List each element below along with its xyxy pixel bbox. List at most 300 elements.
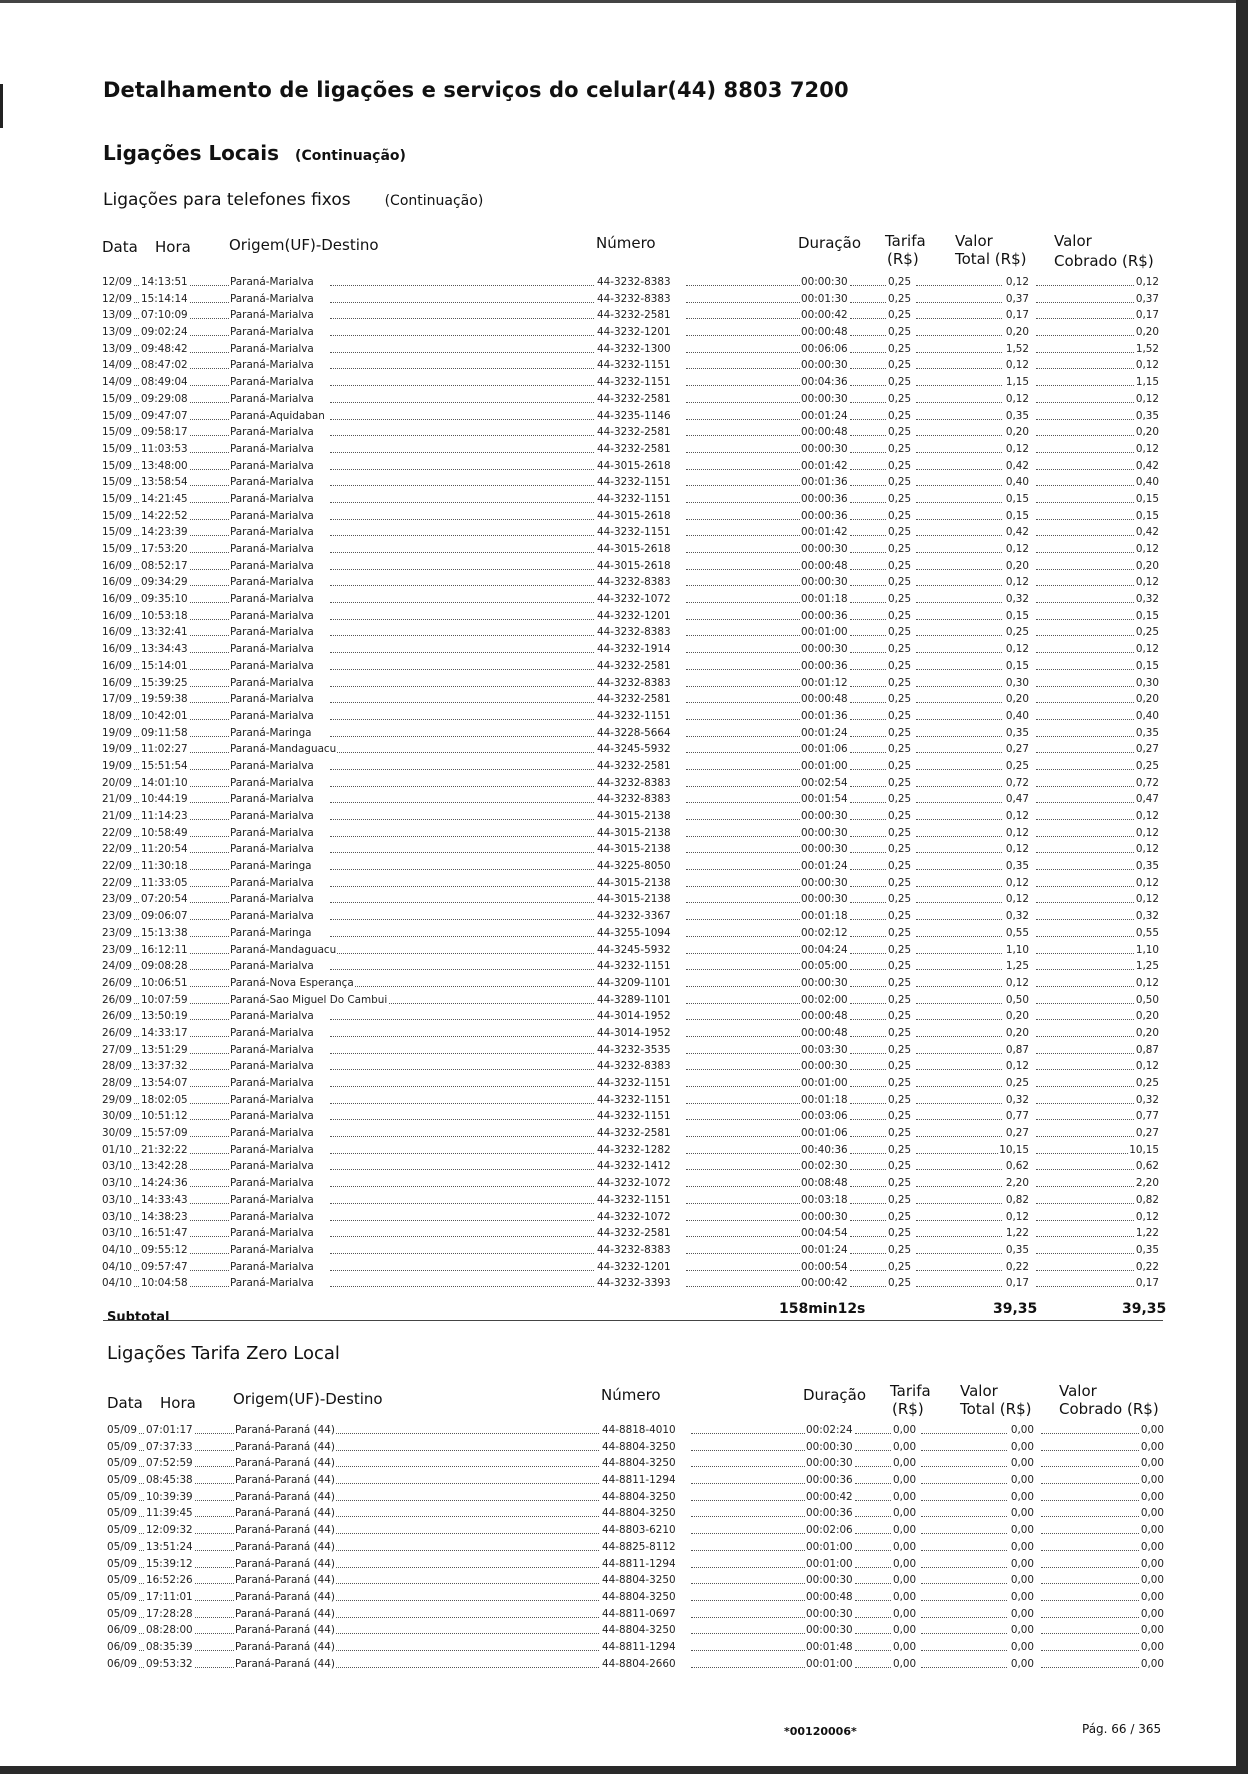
- cell-time: 09:34:29: [140, 574, 189, 591]
- dotted-leader: [686, 585, 800, 586]
- cell-cobrado: 0,00: [1140, 1589, 1165, 1606]
- cell-duration: 00:01:42: [800, 524, 849, 541]
- cell-date: 16/09: [101, 574, 133, 591]
- cell-cobrado: 0,17: [1135, 1275, 1160, 1292]
- dotted-leader: [330, 1203, 594, 1204]
- dotted-leader: [686, 736, 800, 737]
- cell-tarifa: 0,25: [887, 341, 912, 358]
- dotted-leader: [189, 1516, 234, 1517]
- cell-cobrado: 0,35: [1135, 408, 1160, 425]
- dotted-leader: [1036, 352, 1150, 353]
- dotted-leader: [916, 686, 1002, 687]
- dotted-leader: [686, 552, 800, 553]
- cell-number: 44-3015-2138: [596, 875, 672, 892]
- dotted-leader: [1036, 852, 1150, 853]
- dotted-leader: [686, 869, 800, 870]
- cell-tarifa: 0,25: [887, 1158, 912, 1175]
- table-row: [0, 975, 1248, 992]
- cell-number: 44-3015-2138: [596, 825, 672, 842]
- cell-time: 10:04:58: [140, 1275, 189, 1292]
- dotted-leader: [686, 1069, 800, 1070]
- dotted-leader: [330, 335, 594, 336]
- cell-duration: 00:00:30: [800, 441, 849, 458]
- cell-tarifa: 0,25: [887, 574, 912, 591]
- cell-time: 08:28:00: [145, 1622, 194, 1639]
- dotted-leader: [184, 585, 229, 586]
- dotted-leader: [189, 1650, 234, 1651]
- cell-date: 30/09: [101, 1108, 133, 1125]
- dotted-leader: [189, 1466, 234, 1467]
- dotted-leader: [184, 1086, 229, 1087]
- cell-time: 09:08:28: [140, 958, 189, 975]
- cell-total: 0,27: [1005, 741, 1030, 758]
- cell-date: 05/09: [106, 1606, 138, 1623]
- cell-date: 03/10: [101, 1192, 133, 1209]
- dotted-leader: [1036, 669, 1150, 670]
- cell-number: 44-3225-8050: [596, 858, 672, 875]
- dotted-leader: [850, 1169, 886, 1170]
- cell-number: 44-3232-1151: [596, 491, 672, 508]
- cell-time: 11:30:18: [140, 858, 189, 875]
- cell-duration: 00:02:30: [800, 1158, 849, 1175]
- cell-origin: Paraná-Marialva: [229, 841, 315, 858]
- col2-header-cobrado-2: Cobrado (R$): [1059, 1400, 1159, 1418]
- cell-tarifa: 0,25: [887, 1175, 912, 1192]
- cell-duration: 00:00:30: [805, 1606, 854, 1623]
- cell-time: 18:02:05: [140, 1092, 189, 1109]
- dotted-leader: [686, 836, 800, 837]
- dotted-leader: [1036, 1053, 1150, 1054]
- dotted-leader: [686, 1253, 800, 1254]
- table-row: [0, 1192, 1248, 1209]
- page-number: Pág. 66 / 365: [1082, 1722, 1162, 1736]
- dotted-leader: [1036, 519, 1150, 520]
- table-row: [0, 758, 1248, 775]
- cell-time: 09:57:47: [140, 1259, 189, 1276]
- cell-origin: Paraná-Maringa: [229, 925, 313, 942]
- dotted-leader: [686, 852, 800, 853]
- dotted-leader: [855, 1583, 891, 1584]
- dotted-leader: [850, 736, 886, 737]
- cell-duration: 00:01:24: [800, 725, 849, 742]
- cell-date: 13/09: [101, 341, 133, 358]
- cell-cobrado: 0,35: [1135, 858, 1160, 875]
- dotted-leader: [686, 819, 800, 820]
- cell-origin: Paraná-Marialva: [229, 1209, 315, 1226]
- table-row: [0, 1639, 1248, 1656]
- cell-time: 16:52:26: [145, 1572, 194, 1589]
- cell-total: 0,12: [1005, 541, 1030, 558]
- col-header-tarifa: Tarifa: [885, 232, 926, 250]
- cell-date: 05/09: [106, 1589, 138, 1606]
- dotted-leader: [1036, 719, 1150, 720]
- cell-date: 13/09: [101, 307, 133, 324]
- cell-date: 15/09: [101, 491, 133, 508]
- dotted-leader: [184, 652, 229, 653]
- cell-duration: 00:04:36: [800, 374, 849, 391]
- cell-total: 0,42: [1005, 524, 1030, 541]
- cell-date: 05/09: [106, 1556, 138, 1573]
- dotted-leader: [850, 719, 886, 720]
- cell-number: 44-3232-8383: [596, 675, 672, 692]
- cell-number: 44-8804-3250: [601, 1589, 677, 1606]
- cell-duration: 00:01:18: [800, 591, 849, 608]
- cell-tarifa: 0,00: [892, 1522, 917, 1539]
- dotted-leader: [850, 602, 886, 603]
- cell-total: 0,22: [1005, 1259, 1030, 1276]
- subtotal-cobrado: 39,35: [1122, 1301, 1167, 1317]
- cell-total: 0,35: [1005, 858, 1030, 875]
- cell-cobrado: 0,77: [1135, 1108, 1160, 1125]
- cell-time: 15:14:01: [140, 658, 189, 675]
- cell-time: 07:20:54: [140, 891, 189, 908]
- cell-total: 0,55: [1005, 925, 1030, 942]
- cell-date: 29/09: [101, 1092, 133, 1109]
- cell-cobrado: 0,25: [1135, 758, 1160, 775]
- cell-number: 44-8811-1294: [601, 1472, 677, 1489]
- cell-cobrado: 0,00: [1140, 1639, 1165, 1656]
- dotted-leader: [330, 1086, 594, 1087]
- cell-cobrado: 0,12: [1135, 391, 1160, 408]
- cell-date: 05/09: [106, 1472, 138, 1489]
- cell-cobrado: 10,15: [1128, 1142, 1160, 1159]
- dotted-leader: [686, 1103, 800, 1104]
- cell-origin: Paraná-Maringa: [229, 858, 313, 875]
- dotted-leader: [330, 869, 594, 870]
- cell-cobrado: 0,22: [1135, 1259, 1160, 1276]
- dotted-leader: [686, 1186, 800, 1187]
- cell-tarifa: 0,25: [887, 808, 912, 825]
- dotted-leader: [1036, 552, 1150, 553]
- cell-origin: Paraná-Marialva: [229, 775, 315, 792]
- table-row: [0, 558, 1248, 575]
- dotted-leader: [330, 953, 594, 954]
- table-row: [0, 891, 1248, 908]
- dotted-leader: [855, 1667, 891, 1668]
- dotted-leader: [184, 1270, 229, 1271]
- cell-date: 16/09: [101, 658, 133, 675]
- dotted-leader: [1041, 1483, 1155, 1484]
- cell-tarifa: 0,25: [887, 958, 912, 975]
- dotted-leader: [184, 1253, 229, 1254]
- cell-date: 15/09: [101, 441, 133, 458]
- cell-time: 10:44:19: [140, 791, 189, 808]
- dotted-leader: [855, 1516, 891, 1517]
- table-row: [0, 1422, 1248, 1439]
- dotted-leader: [1036, 1069, 1150, 1070]
- cell-total: 0,00: [1010, 1455, 1035, 1472]
- dotted-leader: [850, 585, 886, 586]
- cell-duration: 00:00:36: [805, 1472, 854, 1489]
- cell-time: 11:20:54: [140, 841, 189, 858]
- cell-time: 13:34:43: [140, 641, 189, 658]
- cell-duration: 00:01:24: [800, 858, 849, 875]
- dotted-leader: [1036, 1136, 1150, 1137]
- cell-total: 0,77: [1005, 1108, 1030, 1125]
- cell-number: 44-3232-1151: [596, 958, 672, 975]
- cell-time: 17:11:01: [145, 1589, 194, 1606]
- cell-total: 0,12: [1005, 875, 1030, 892]
- dotted-leader: [850, 469, 886, 470]
- cell-cobrado: 0,40: [1135, 708, 1160, 725]
- cell-number: 44-3232-2581: [596, 424, 672, 441]
- dotted-leader: [916, 285, 1002, 286]
- dotted-leader: [855, 1617, 891, 1618]
- dotted-leader: [184, 752, 229, 753]
- dotted-leader: [850, 969, 886, 970]
- cell-tarifa: 0,25: [887, 925, 912, 942]
- dotted-leader: [184, 502, 229, 503]
- cell-time: 13:32:41: [140, 624, 189, 641]
- dotted-leader: [916, 886, 1002, 887]
- dotted-leader: [330, 452, 594, 453]
- dotted-leader: [335, 1583, 599, 1584]
- dotted-leader: [184, 285, 229, 286]
- cell-number: 44-3232-1201: [596, 324, 672, 341]
- cell-tarifa: 0,00: [892, 1606, 917, 1623]
- dotted-leader: [916, 1186, 1002, 1187]
- dotted-leader: [850, 836, 886, 837]
- dotted-leader: [686, 902, 800, 903]
- dotted-leader: [1036, 1270, 1150, 1271]
- cell-duration: 00:01:36: [800, 708, 849, 725]
- table-row: [0, 1539, 1248, 1556]
- cell-cobrado: 0,12: [1135, 441, 1160, 458]
- dotted-leader: [916, 669, 1002, 670]
- dotted-leader: [1036, 886, 1150, 887]
- dotted-leader: [850, 485, 886, 486]
- dotted-leader: [330, 1053, 594, 1054]
- dotted-leader: [686, 1053, 800, 1054]
- cell-time: 09:53:32: [145, 1656, 194, 1673]
- cell-tarifa: 0,25: [887, 741, 912, 758]
- dotted-leader: [850, 802, 886, 803]
- cell-tarifa: 0,25: [887, 1142, 912, 1159]
- cell-total: 0,62: [1005, 1158, 1030, 1175]
- cell-cobrado: 1,25: [1135, 958, 1160, 975]
- dotted-leader: [184, 1186, 229, 1187]
- col2-header-number: Número: [601, 1386, 661, 1404]
- cell-duration: 00:00:30: [800, 825, 849, 842]
- dotted-leader: [335, 1650, 599, 1651]
- cell-origin: Paraná-Marialva: [229, 1008, 315, 1025]
- cell-date: 19/09: [101, 741, 133, 758]
- cell-total: 0,00: [1010, 1622, 1035, 1639]
- cell-origin: Paraná-Paraná (44): [234, 1606, 336, 1623]
- dotted-leader: [1041, 1550, 1155, 1551]
- cell-origin: Paraná-Marialva: [229, 391, 315, 408]
- cell-duration: 00:05:00: [800, 958, 849, 975]
- dotted-leader: [850, 1103, 886, 1104]
- dotted-leader: [850, 335, 886, 336]
- cell-total: 0,42: [1005, 458, 1030, 475]
- cell-origin: Paraná-Paraná (44): [234, 1639, 336, 1656]
- cell-number: 44-3014-1952: [596, 1025, 672, 1042]
- dotted-leader: [1041, 1516, 1155, 1517]
- dotted-leader: [184, 1119, 229, 1120]
- cell-number: 44-3014-1952: [596, 1008, 672, 1025]
- cell-cobrado: 0,12: [1135, 975, 1160, 992]
- cell-time: 14:21:45: [140, 491, 189, 508]
- cell-time: 15:14:14: [140, 291, 189, 308]
- dotted-leader: [330, 886, 594, 887]
- cell-tarifa: 0,25: [887, 1008, 912, 1025]
- dotted-leader: [686, 502, 800, 503]
- cell-duration: 00:01:00: [805, 1539, 854, 1556]
- table-row: [0, 875, 1248, 892]
- cell-number: 44-3232-8383: [596, 1058, 672, 1075]
- dotted-leader: [330, 852, 594, 853]
- cell-tarifa: 0,25: [887, 1108, 912, 1125]
- cell-time: 08:35:39: [145, 1639, 194, 1656]
- table-row: [0, 324, 1248, 341]
- cell-tarifa: 0,25: [887, 775, 912, 792]
- dotted-leader: [855, 1500, 891, 1501]
- dotted-leader: [850, 919, 886, 920]
- dotted-leader: [850, 1186, 886, 1187]
- scan-border-bottom: [0, 1766, 1248, 1774]
- cell-total: 0,32: [1005, 591, 1030, 608]
- dotted-leader: [330, 1220, 594, 1221]
- dotted-leader: [184, 368, 229, 369]
- dotted-leader: [855, 1550, 891, 1551]
- dotted-leader: [189, 1433, 234, 1434]
- dotted-leader: [916, 719, 1002, 720]
- dotted-leader: [1036, 686, 1150, 687]
- cell-time: 10:53:18: [140, 608, 189, 625]
- dotted-leader: [921, 1433, 1007, 1434]
- cell-duration: 00:08:48: [800, 1175, 849, 1192]
- dotted-leader: [686, 1036, 800, 1037]
- cell-cobrado: 0,00: [1140, 1505, 1165, 1522]
- dotted-leader: [330, 585, 594, 586]
- cell-cobrado: 0,62: [1135, 1158, 1160, 1175]
- dotted-leader: [691, 1516, 805, 1517]
- subsection-continuation: (Continuação): [384, 193, 484, 209]
- cell-origin: Paraná-Nova Esperança: [229, 975, 355, 992]
- dotted-leader: [850, 752, 886, 753]
- cell-total: 0,00: [1010, 1472, 1035, 1489]
- dotted-leader: [1041, 1567, 1155, 1568]
- cell-tarifa: 0,25: [887, 841, 912, 858]
- cell-date: 12/09: [101, 274, 133, 291]
- cell-origin: Paraná-Marialva: [229, 524, 315, 541]
- table-row: [0, 1142, 1248, 1159]
- cell-number: 44-8818-4010: [601, 1422, 677, 1439]
- cell-number: 44-3232-8383: [596, 624, 672, 641]
- cell-cobrado: 0,40: [1135, 474, 1160, 491]
- cell-origin: Paraná-Marialva: [229, 474, 315, 491]
- dotted-leader: [921, 1617, 1007, 1618]
- dotted-leader: [850, 502, 886, 503]
- dotted-leader: [330, 1069, 594, 1070]
- cell-date: 05/09: [106, 1455, 138, 1472]
- table-row: [0, 1058, 1248, 1075]
- dotted-leader: [330, 702, 594, 703]
- dotted-leader: [1036, 569, 1150, 570]
- dotted-leader: [184, 1136, 229, 1137]
- dotted-leader: [686, 335, 800, 336]
- dotted-leader: [691, 1617, 805, 1618]
- cell-time: 17:53:20: [140, 541, 189, 558]
- cell-duration: 00:00:48: [800, 691, 849, 708]
- cell-date: 23/09: [101, 925, 133, 942]
- cell-origin: Paraná-Marialva: [229, 291, 315, 308]
- cell-cobrado: 0,00: [1140, 1556, 1165, 1573]
- cell-number: 44-8804-3250: [601, 1439, 677, 1456]
- dotted-leader: [1041, 1583, 1155, 1584]
- cell-duration: 00:00:30: [800, 641, 849, 658]
- table-row: [0, 1275, 1248, 1292]
- cell-number: 44-3255-1094: [596, 925, 672, 942]
- dotted-leader: [916, 1286, 1002, 1287]
- cell-tarifa: 0,25: [887, 1125, 912, 1142]
- dotted-leader: [921, 1567, 1007, 1568]
- cell-duration: 00:00:30: [805, 1455, 854, 1472]
- cell-cobrado: 0,42: [1135, 524, 1160, 541]
- dotted-leader: [916, 1053, 1002, 1054]
- cell-total: 0,25: [1005, 624, 1030, 641]
- table-row: [0, 791, 1248, 808]
- dotted-leader: [916, 1253, 1002, 1254]
- cell-number: 44-3015-2138: [596, 841, 672, 858]
- dotted-leader: [916, 585, 1002, 586]
- table-row: [0, 858, 1248, 875]
- table-row: [0, 1158, 1248, 1175]
- dotted-leader: [184, 1036, 229, 1037]
- cell-date: 22/09: [101, 875, 133, 892]
- subsection-title-text: Ligações para telefones fixos: [103, 190, 351, 210]
- cell-cobrado: 0,12: [1135, 841, 1160, 858]
- cell-time: 13:51:24: [145, 1539, 194, 1556]
- dotted-leader: [330, 986, 594, 987]
- dotted-leader: [686, 802, 800, 803]
- dotted-leader: [330, 285, 594, 286]
- cell-number: 44-3232-1201: [596, 608, 672, 625]
- col-header-number: Número: [596, 234, 656, 252]
- cell-time: 09:29:08: [140, 391, 189, 408]
- cell-date: 04/10: [101, 1242, 133, 1259]
- cell-total: 0,00: [1010, 1522, 1035, 1539]
- cell-cobrado: 0,32: [1135, 591, 1160, 608]
- cell-number: 44-3232-1151: [596, 524, 672, 541]
- cell-origin: Paraná-Marialva: [229, 708, 315, 725]
- cell-total: 0,30: [1005, 675, 1030, 692]
- table-row: [0, 1556, 1248, 1573]
- cell-tarifa: 0,25: [887, 391, 912, 408]
- dotted-leader: [184, 1103, 229, 1104]
- cell-time: 09:35:10: [140, 591, 189, 608]
- dotted-leader: [686, 535, 800, 536]
- cell-origin: Paraná-Paraná (44): [234, 1622, 336, 1639]
- dotted-leader: [330, 368, 594, 369]
- dotted-leader: [1036, 585, 1150, 586]
- dotted-leader: [691, 1433, 805, 1434]
- dotted-leader: [921, 1550, 1007, 1551]
- cell-tarifa: 0,25: [887, 1025, 912, 1042]
- cell-number: 44-3015-2618: [596, 558, 672, 575]
- dotted-leader: [330, 719, 594, 720]
- cell-number: 44-8804-2660: [601, 1656, 677, 1673]
- dotted-leader: [1036, 469, 1150, 470]
- cell-duration: 00:01:00: [805, 1556, 854, 1573]
- dotted-leader: [335, 1667, 599, 1668]
- dotted-leader: [335, 1633, 599, 1634]
- cell-duration: 00:01:06: [800, 741, 849, 758]
- cell-duration: 00:00:48: [800, 558, 849, 575]
- dotted-leader: [184, 302, 229, 303]
- cell-tarifa: 0,00: [892, 1639, 917, 1656]
